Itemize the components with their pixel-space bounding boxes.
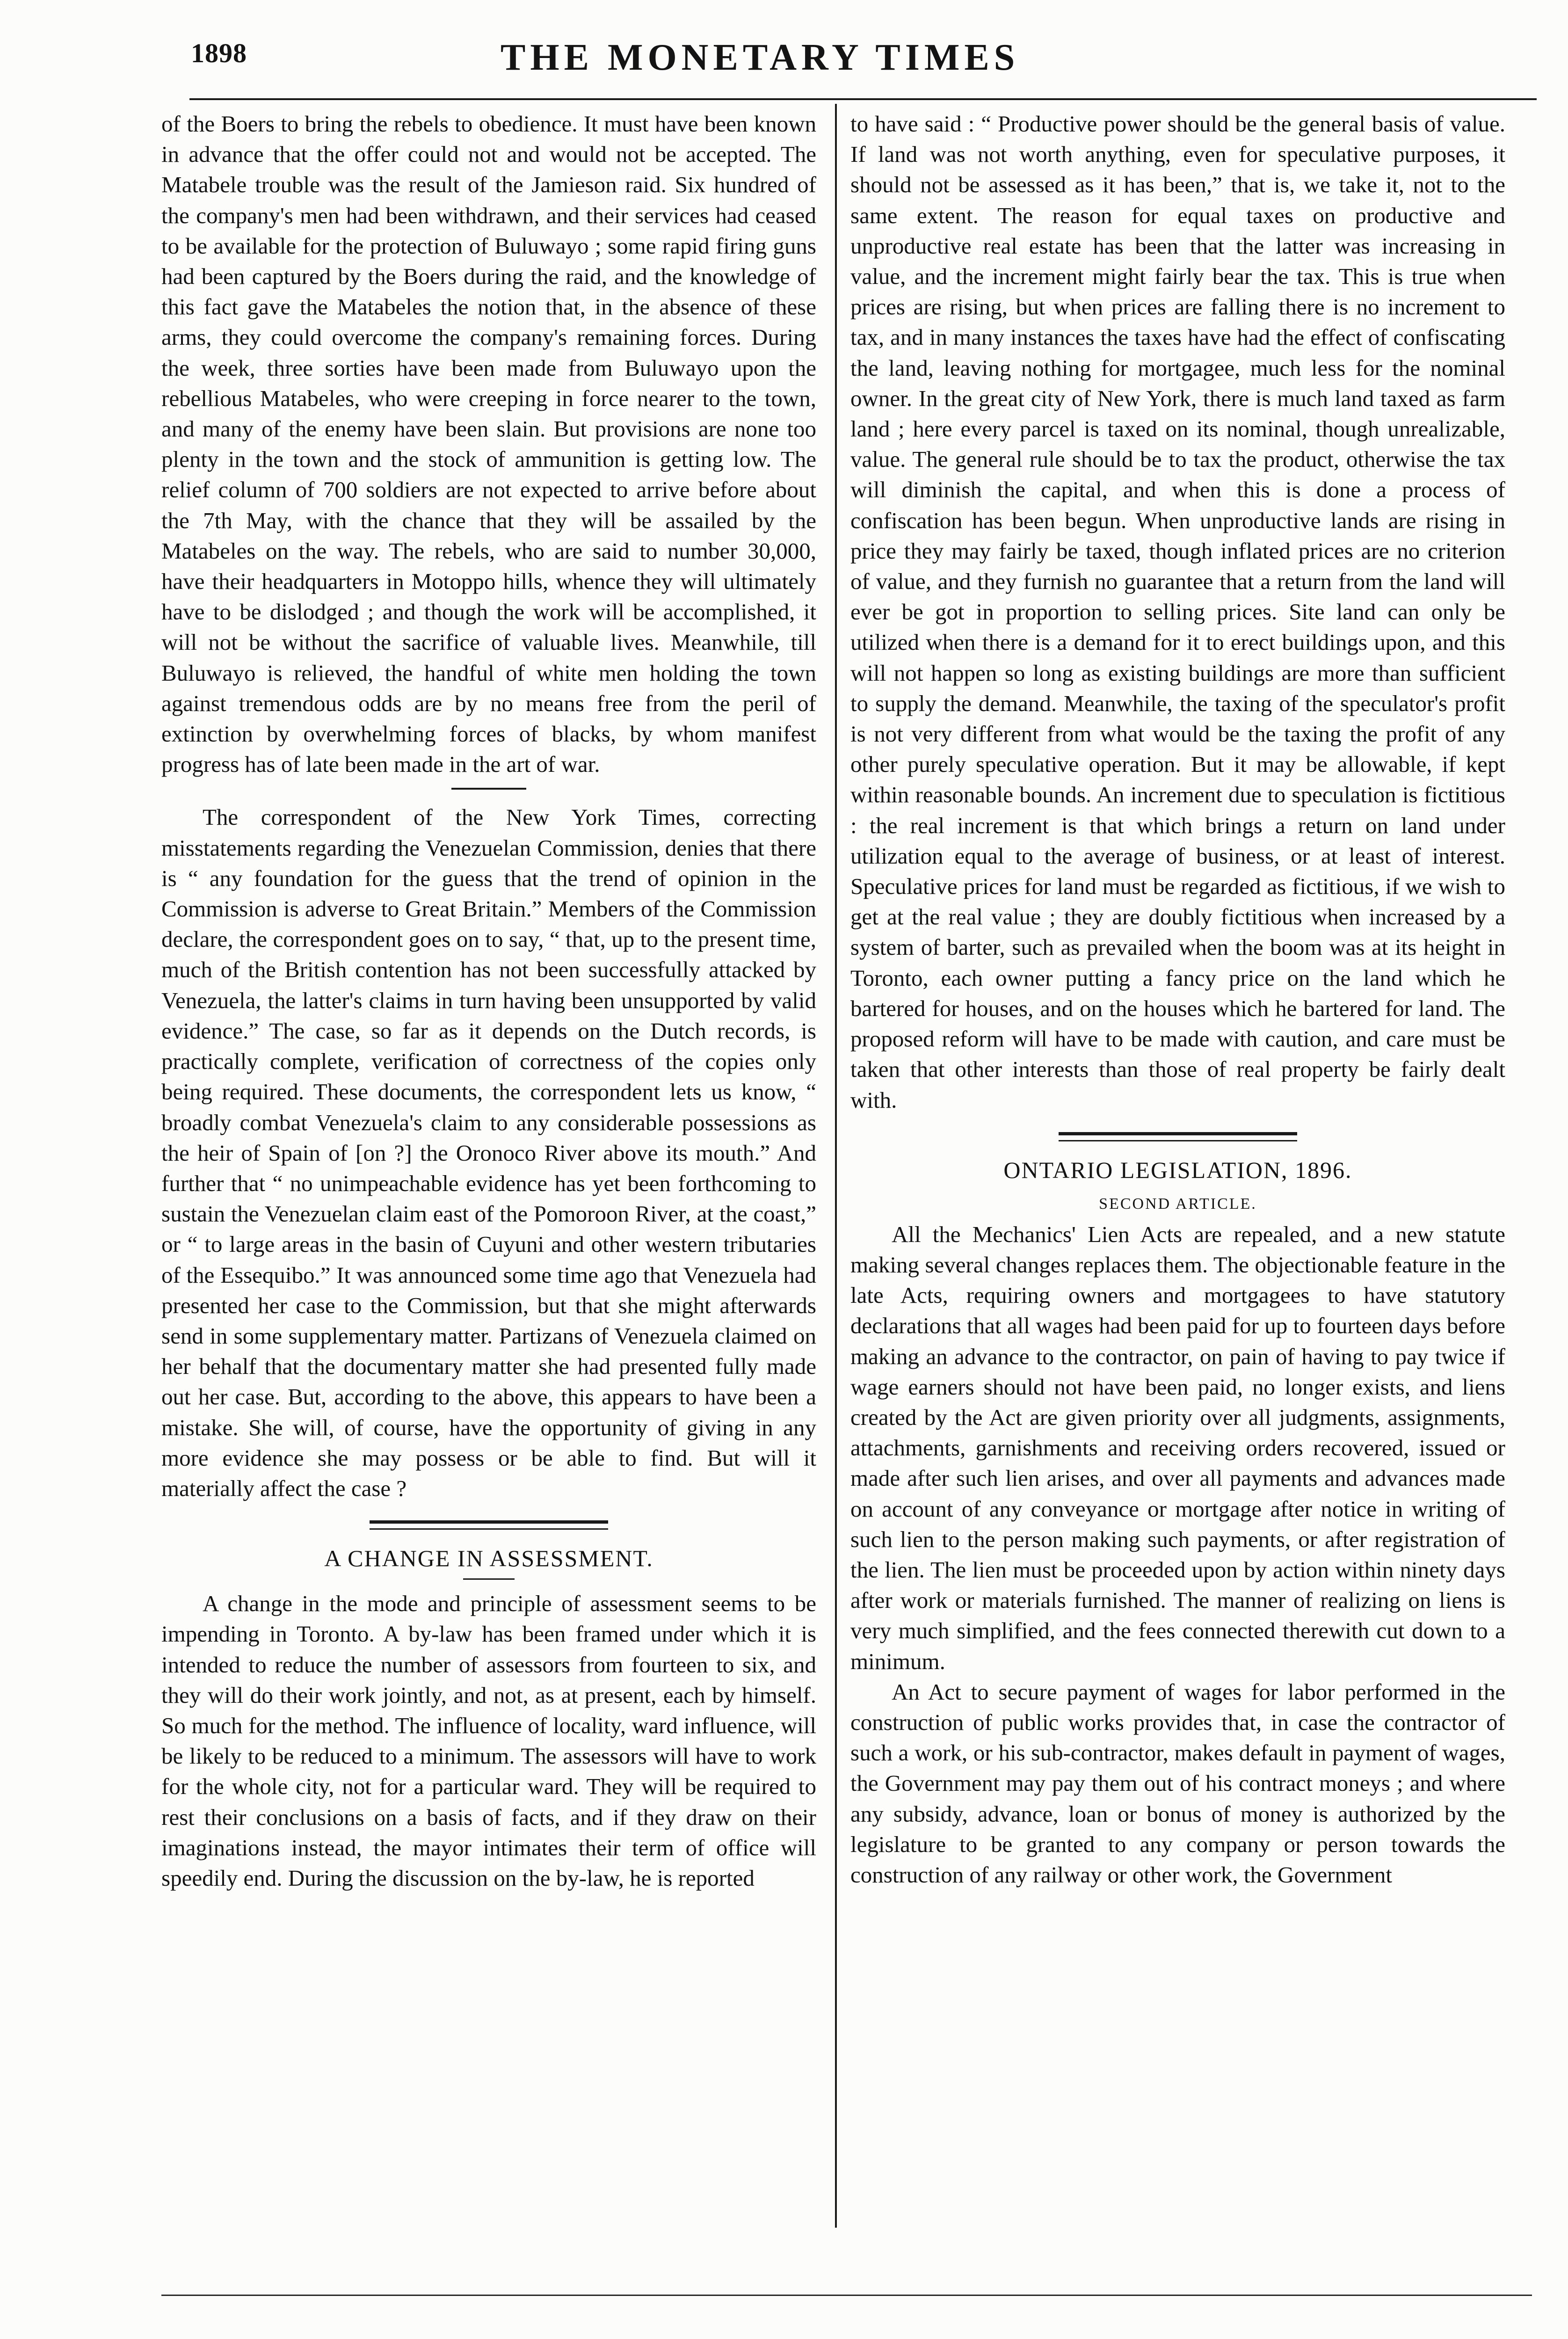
page-number: 1898: [191, 38, 247, 68]
journal-title: THE MONETARY TIMES: [501, 37, 1020, 78]
assessment-continued-paragraph: to have said : “ Productive power should be the general basis of value. If land was not worth anything, even for speculative purposes, it should not be assessed as it has been,” that is, we take it, not to the same extent. The reason for equal taxes on productive and unproductive real estate has been that the latter was increasing in value, and the increment might fairly bear the tax. This is true when prices are rising, but when prices are falling there is no increment to tax, and in many instances the taxes have had the effect of confiscating the land, leaving nothing for mortgagee, much less for the nominal owner. In the great city of New York, there is much land taxed as farm land ; here every parcel is taxed on its nominal, though unrealizable, value. The general rule should be to tax the product, otherwise the tax will diminish the capital, and when this is done a process of confiscation has been begun. When unproductive lands are rising in price they may fairly be taxed, though inflated prices are no criterion of value, and they furnish no guarantee that a return from the land will ever be got in proportion to selling prices. Site land can only be utilized when there is a demand for it to erect buildings upon, and this will not happen so long as existing buildings are more than sufficient to supply the demand. Meanwhile, the taxing of the speculator's profit is not very different from what would be the taxing the profit of any other purely speculative operation. But it may be allowable, if kept within reasonable bounds. An increment due to speculation is fictitious : the real increment is that which brings a return on land under utilization equal to the average of business, or at least of interest. Speculative prices for land must be regarded as fictitious, if we wish to get at the real value ; they are doubly fictitious when increased by a system of barter, such as prevailed when the boom was at its height in Toronto, each owner putting a fancy price on the land which he bartered for houses, and on the houses which he bartered for land. The proposed reform will have to be made with caution, and care must be taken that other interests than those of real property be fairly dealt with.: [850, 111, 1505, 1113]
left-column: [161, 109, 816, 1893]
page-header: [182, 28, 1539, 98]
article-divider: [370, 1520, 608, 1530]
article-divider: [1059, 1132, 1297, 1141]
header-rule: [189, 98, 1537, 100]
assessment-heading: A CHANGE IN ASSESSMENT.: [324, 1545, 653, 1572]
ontario-heading: ONTARIO LEGISLATION, 1896.: [1003, 1156, 1352, 1183]
section-divider: [451, 788, 526, 790]
ontario-subheading: SECOND ARTICLE.: [1099, 1195, 1257, 1213]
mechanics-lien-paragraph: All the Mechanics' Lien Acts are repealed, and a new statute making several changes replaces them. The objectionable feature in the late Acts, requiring owners and mortgagees to have statutory declarations that all wages had been paid for up to fourteen days before making an advance to the contractor, on pain of having to pay twice if wage earners should not have been paid, no longer exists, and liens created by the Act are given priority over all judgments, assignments, attachments, garnishments and receiving orders recovered, issued or made after such lien arises, and over all payments and advances made on account of any conveyance or mortgage after notice in writing of such lien to the person making such payments, or after registration of the lien. The lien must be proceeded upon by action within ninety days after work or materials furnished. The manner of realizing on liens is very much simplified, and the fees connected therewith cut down to a minimum.: [850, 1221, 1505, 1674]
right-column: [850, 109, 1505, 1890]
boers-paragraph: of the Boers to bring the rebels to obedience. It must have been known in advance that the offer could not and would not be accepted. The Matabele trouble was the result of the Jamieson raid. Six hundred of the company's men had been withdrawn, and their services had ceased to be available for the protection of Buluwayo ; some rapid firing guns had been captured by the Boers during the raid, and the knowledge of this fact gave the Matabeles the notion that, in the absence of these arms, they could overcome the company's remaining forces. During the week, three sorties have been made from Buluwayo upon the rebellious Matabeles, who were creeping in force nearer to the town, and many of the enemy have been slain. But provisions are none too plenty in the town and the stock of ammunition is getting low. The relief column of 700 soldiers are not expected to arrive before about the 7th May, with the chance that they will be assailed by the Matabeles on the way. The rebels, who are said to number 30,000, have their headquarters in Motoppo hills, whence they will ultimately have to be dislodged ; and though the work will be accomplished, it will not be without the sacrifice of valuable lives. Meanwhile, till Buluwayo is relieved, the handful of white men holding the town against tremendous odds are by no means free from the peril of extinction by overwhelming forces of blacks, by whom manifest progress has of late been made in the art of war.: [161, 111, 816, 777]
heading-rule: [463, 1578, 515, 1580]
venezuela-paragraph: The correspondent of the New York Times, correcting misstatements regarding the Venezuelan Commission, denies that there is “ any foundation for the guess that the trend of opinion in the Commission is adverse to Great Britain.” Members of the Commission declare, the correspondent goes on to say, “ that, up to the present time, much of the British contention has not been successfully attacked by Venezuela, the latter's claims in turn having been unsupported by valid evidence.” The case, so far as it depends on the Dutch records, is practically complete, verification of correctness of the copies only being required. These documents, the correspondent lets us know, “ broadly combat Venezuela's claim to any considerable possessions as the heir of Spain of [on ?] the Oronoco River above its mouth.” And further that “ no unimpeachable evidence has yet been forthcoming to sustain the Venezuelan claim east of the Pomoroon River, at the coast,” or “ to large areas in the basin of Cuyuni and other western tributaries of the Essequibo.” It was announced some time ago that Venezuela had presented her case to the Commission, but that she might afterwards send in some supplementary matter. Partizans of Venezuela claimed on her behalf that the documentary matter she had presented fully made out her case. But, according to the above, this appears to have been a mistake. She will, of course, have the opportunity of giving in any more evidence she may possess or be able to find. But will it materially affect the case ?: [161, 804, 816, 1501]
column-divider: [835, 104, 837, 2228]
wages-act-paragraph: An Act to secure payment of wages for labor performed in the construction of public works provides that, in case the contractor of such a work, or his sub-contractor, makes default in payment of wages, the Government may pay them out of his contract moneys ; and where any subsidy, advance, loan or bonus of money is authorized by the legislature to be granted to any company or person towards the construction of any railway or other work, the Government: [850, 1678, 1505, 1888]
footer-rule: [161, 2295, 1532, 2296]
assessment-paragraph: A change in the mode and principle of assessment seems to be impending in Toronto. A by-law has been framed under which it is intended to reduce the number of assessors from fourteen to six, and they will do their work jointly, and not, as at present, each by himself. So much for the method. The influence of locality, ward influence, will be likely to be reduced to a minimum. The assessors will have to work for the whole city, not for a particular ward. They will be required to rest their conclusions on a basis of facts, and if they draw on their imaginations instead, the mayor intimates their term of office will speedily end. During the discussion on the by-law, he is reported: [161, 1591, 816, 1891]
